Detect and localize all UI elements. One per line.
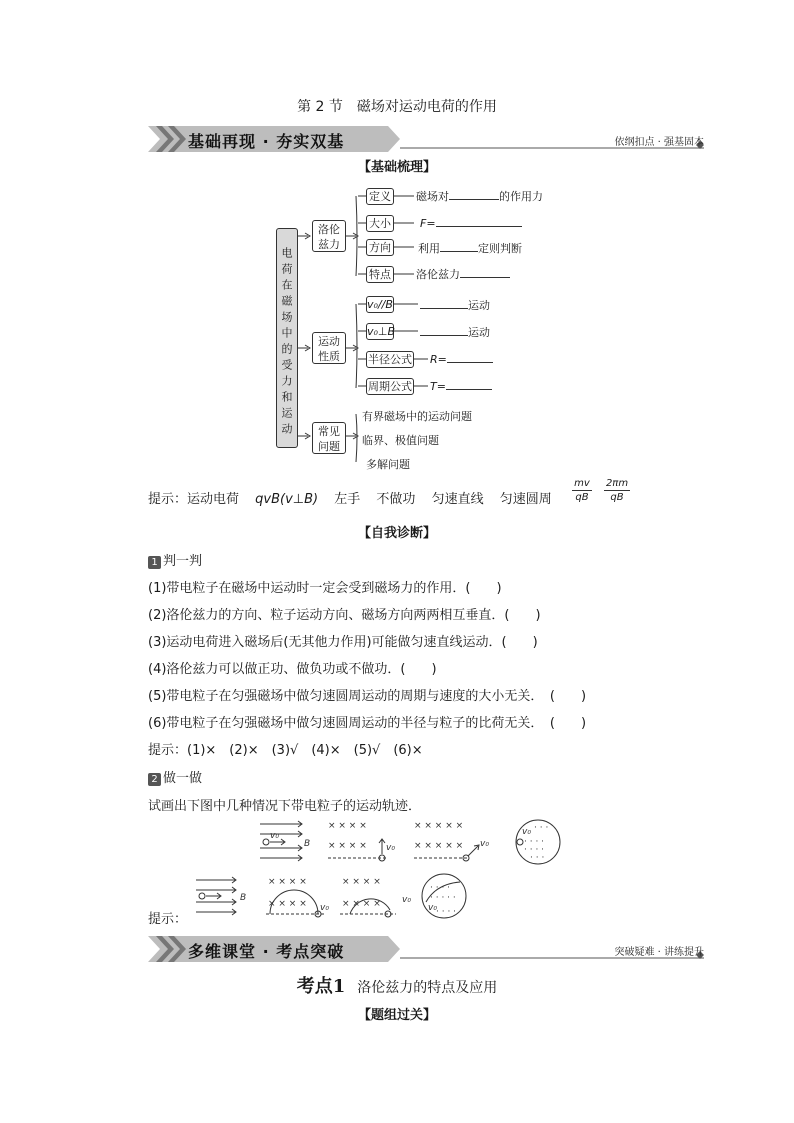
section-heading-diagnosis: 【自我诊断】 bbox=[357, 526, 436, 541]
fraction-period: 2πm qB bbox=[605, 478, 629, 503]
svg-text:· · ·: · · · bbox=[530, 853, 545, 863]
svg-text:· · · ·: · · · · bbox=[524, 837, 545, 847]
svg-text:v₀: v₀ bbox=[320, 903, 329, 913]
mind-map-text: T= bbox=[430, 379, 492, 393]
svg-text:v₀: v₀ bbox=[522, 827, 531, 837]
mind-map bbox=[270, 180, 590, 475]
svg-text:B: B bbox=[240, 893, 247, 903]
hint-answers: 提示：运动电荷 qvB(v⊥B) 左手 不做功 匀速直线 匀速圆周 bbox=[148, 492, 552, 507]
banner-subtitle: 依纲扣点 · 强基固本 bbox=[614, 137, 704, 148]
svg-text:· · · ·: · · · · bbox=[436, 907, 457, 917]
svg-text:× × × ×: × × × × bbox=[268, 899, 307, 909]
section-banner-basic bbox=[148, 126, 708, 152]
kaodian-heading: 考点1 洛伦兹力的特点及应用 bbox=[296, 976, 498, 997]
figure-answer bbox=[190, 872, 470, 922]
mind-map-item: v₀//B bbox=[367, 298, 393, 311]
fraction-radius: mv qB bbox=[572, 478, 592, 503]
svg-text:× × × ×: × × × × bbox=[328, 821, 367, 831]
statement: (3)运动电荷进入磁场后(无其他力作用)可能做匀速直线运动．( ) bbox=[148, 635, 538, 650]
svg-text:v₀: v₀ bbox=[428, 903, 437, 913]
mind-map-text: 运动 bbox=[420, 324, 490, 340]
mind-map-item: 半径公式 bbox=[368, 353, 412, 366]
svg-text:× × × ×: × × × × bbox=[342, 877, 381, 887]
statement: (2)洛伦兹力的方向、粒子运动方向、磁场方向两两相互垂直．( ) bbox=[148, 608, 541, 623]
svg-text:v₀: v₀ bbox=[402, 895, 411, 905]
mind-map-group-lorentz: 洛伦兹力 bbox=[312, 220, 346, 252]
statement: (4)洛伦兹力可以做正功、做负功或不做功．( ) bbox=[148, 662, 437, 677]
mind-map-text: 多解问题 bbox=[366, 458, 410, 471]
mind-map-text: 利用 定则判断 bbox=[418, 242, 522, 255]
svg-text:× × × × ×: × × × × × bbox=[414, 841, 464, 851]
banner-title: 基础再现 · 夯实双基 bbox=[188, 132, 345, 151]
mind-map-text: 运动 bbox=[420, 297, 490, 313]
mind-map-item: 大小 bbox=[366, 215, 394, 232]
svg-text:v₀: v₀ bbox=[480, 839, 489, 849]
svg-text:× × × × ×: × × × × × bbox=[414, 821, 464, 831]
mind-map-text: R= bbox=[430, 352, 493, 366]
svg-text:× × × ×: × × × × bbox=[268, 877, 307, 887]
section-heading-basic: 【基础梳理】 bbox=[357, 160, 436, 175]
banner-title: 多维课堂 · 考点突破 bbox=[188, 942, 345, 961]
part-title-do: 2 做一做 bbox=[148, 767, 202, 786]
section-heading-exercises: 【题组过关】 bbox=[357, 1008, 436, 1023]
mind-map-text: 洛伦兹力 bbox=[416, 266, 510, 282]
statement: (1)带电粒子在磁场中运动时一定会受到磁场力的作用．( ) bbox=[148, 581, 502, 596]
mind-map-group-problems: 常见问题 bbox=[312, 422, 346, 454]
svg-text:v₀: v₀ bbox=[386, 843, 395, 853]
hint-judge-answers: 提示：(1)× (2)× (3)√ (4)× (5)√ (6)× bbox=[148, 743, 423, 758]
svg-text:· · · ·: · · · · bbox=[524, 845, 545, 855]
svg-text:· · · ·: · · · · bbox=[430, 883, 451, 893]
svg-text:v₀: v₀ bbox=[270, 831, 279, 841]
mind-map-text: 有界磁场中的运动问题 bbox=[362, 410, 472, 423]
svg-text:× × × ×: × × × × bbox=[342, 899, 381, 909]
task-text: 试画出下图中几种情况下带电粒子的运动轨迹． bbox=[148, 799, 422, 814]
mind-map-text: 磁场对 的作用力 bbox=[416, 190, 543, 203]
mind-map-text: F= bbox=[420, 216, 522, 230]
mind-map-item: 方向 bbox=[366, 239, 394, 256]
svg-text:· · ·: · · · bbox=[534, 823, 549, 833]
part-title-judge: 1 判一判 bbox=[148, 550, 202, 569]
mind-map-item: 定义 bbox=[366, 188, 394, 205]
section-banner-class bbox=[148, 936, 708, 962]
statement: (5)带电粒子在匀强磁场中做匀速圆周运动的周期与速度的大小无关． ( ) bbox=[148, 689, 587, 704]
svg-text:× × × ×: × × × × bbox=[328, 841, 367, 851]
mind-map-item: v₀⊥B bbox=[367, 325, 396, 338]
banner-subtitle: 突破疑难 · 讲练提升 bbox=[614, 947, 704, 958]
mind-map-text: 临界、极值问题 bbox=[362, 434, 439, 447]
mind-map-root: 电荷在磁场中的受力和运动 bbox=[276, 228, 298, 448]
page-title: 第 2 节 磁场对运动电荷的作用 bbox=[297, 99, 497, 115]
svg-text:· · · · ·: · · · · · bbox=[430, 893, 456, 903]
mind-map-item: 特点 bbox=[366, 266, 394, 283]
svg-text:B: B bbox=[304, 839, 311, 849]
statement: (6)带电粒子在匀强磁场中做匀速圆周运动的半径与粒子的比荷无关． ( ) bbox=[148, 716, 587, 731]
hint-figure-label: 提示： bbox=[148, 912, 188, 927]
hint-label: 提示： bbox=[148, 492, 188, 507]
figure-question bbox=[258, 818, 568, 866]
mind-map-group-motion: 运动性质 bbox=[312, 332, 346, 364]
mind-map-item: 周期公式 bbox=[368, 380, 412, 393]
